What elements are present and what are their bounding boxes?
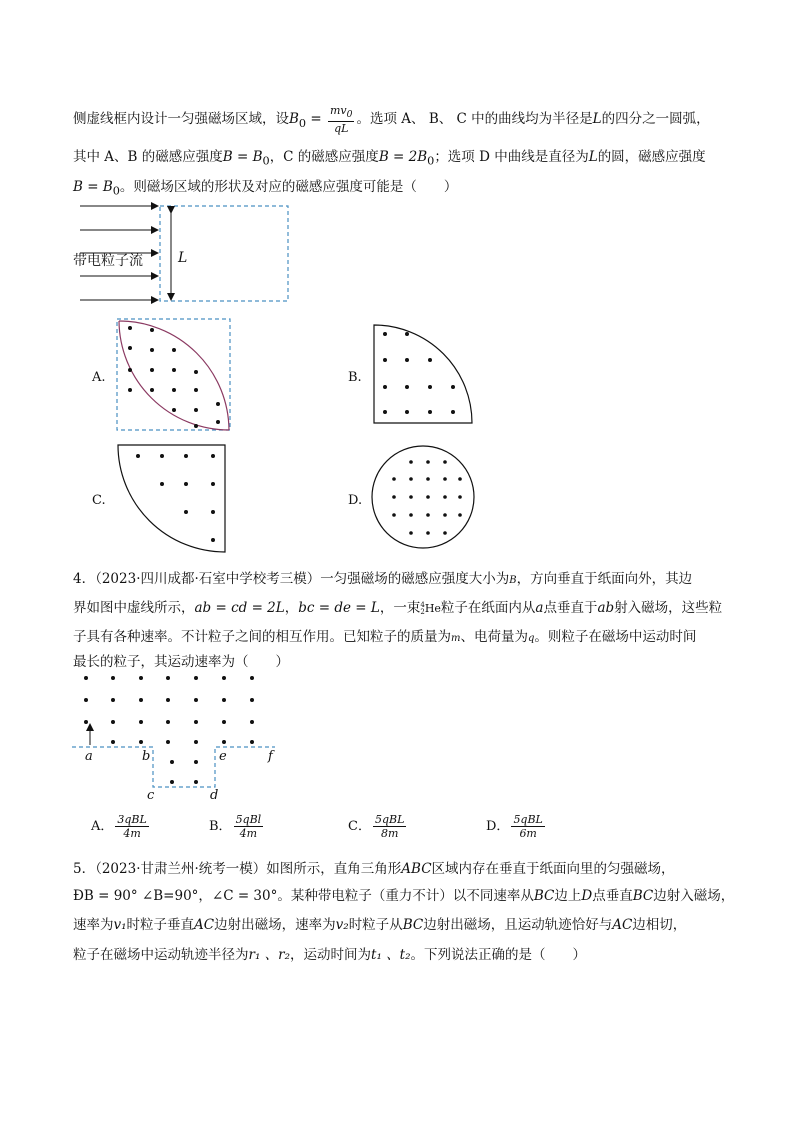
nuclide-symbol: He <box>424 602 441 615</box>
q5-line-2: ÐB = 90° ∠B=90°，∠C = 30°。某种带电粒子（重力不计）以不同速率从BC边上D点垂直BC边射入磁场， <box>73 888 735 904</box>
q4-line-1: 4．（2023·四川成都·石室中学校考三模）一匀强磁场的磁感应强度大小为B，方向垂直于纸面向外，其边 <box>73 571 693 587</box>
option-b-figure <box>374 325 472 423</box>
choice-b[interactable]: B． $\frac{\text{5qBl}}{4m}$ <box>209 813 262 840</box>
label-a: a <box>85 749 93 764</box>
option-a-figure <box>117 319 230 430</box>
choice-a[interactable]: A． $\frac{\text{3qBL}}{4m}$ <box>91 813 147 840</box>
label-c: c <box>147 788 155 803</box>
q4-line-3: 子具有各种速率。不计粒子之间的相互作用。已知粒子的质量为m、电荷量为q。则粒子在磁场中运动时间 <box>73 629 697 645</box>
q3-line-1: 侧虚线框内设计一匀强磁场区域，设$B_0$ = $\frac{mv_0}{qL}$ 。选项 A、 B、 C 中的曲线均为半径是L的四分之一圆弧， <box>73 104 710 136</box>
q3-line-2: 其中 A、B 的磁感应强度$B = B_0$，C 的磁感应强度$B = 2B_0$；选项 D 中曲线是直径为L的圆，磁感应强度 <box>73 149 706 168</box>
label-e: e <box>219 749 227 764</box>
b0-fraction: $\frac{mv_0}{qL}$ <box>330 104 353 136</box>
q4-line-4: 最长的粒子，其运动速率为（ ） <box>73 654 289 670</box>
option-c-figure <box>118 445 225 552</box>
option-d-label[interactable]: D. <box>348 493 363 508</box>
q3-line-3: $B = B_0$。则磁场区域的形状及对应的磁感应强度可能是（ ） <box>73 179 458 198</box>
label-b: b <box>142 749 151 764</box>
b0-symbol: B <box>289 111 299 128</box>
q4-line-2: 界如图中虚线所示，ab = cd = 2L，bc = de = L，一束4 2He粒子在纸面内从a点垂直于ab射入磁场，这些粒 <box>73 600 723 616</box>
option-b-label[interactable]: B. <box>348 370 362 385</box>
stream-label: 带电粒子流 <box>73 253 143 269</box>
label-f: f <box>268 749 273 764</box>
q4-diagram <box>72 676 275 787</box>
q5-line-1: 5．（2023·甘肃兰州·统考一模）如图所示，直角三角形ABC区域内存在垂直于纸面向里的匀强磁场， <box>73 861 675 877</box>
choice-d[interactable]: D． $\frac{\text{5qBL}}{6m}$ <box>486 813 543 840</box>
option-a-label[interactable]: A. <box>92 370 106 385</box>
choice-c[interactable]: C． $\frac{\text{5qBL}}{8m}$ <box>348 813 405 840</box>
option-d-figure <box>372 446 474 548</box>
q5-line-3: 速率为v₁时粒子垂直AC边射出磁场，速率为v₂时粒子从BC边射出磁场，且运动轨迹恰好与AC边相切， <box>73 917 687 933</box>
option-c-label[interactable]: C. <box>92 493 106 508</box>
q5-line-4: 粒子在磁场中运动轨迹半径为r₁ 、r₂，运动时间为t₁ 、t₂。下列说法正确的是（ ） <box>73 947 586 963</box>
L-label: L <box>178 250 188 266</box>
label-d: d <box>210 788 219 803</box>
nuclide-indices: 4 2 <box>420 600 425 616</box>
